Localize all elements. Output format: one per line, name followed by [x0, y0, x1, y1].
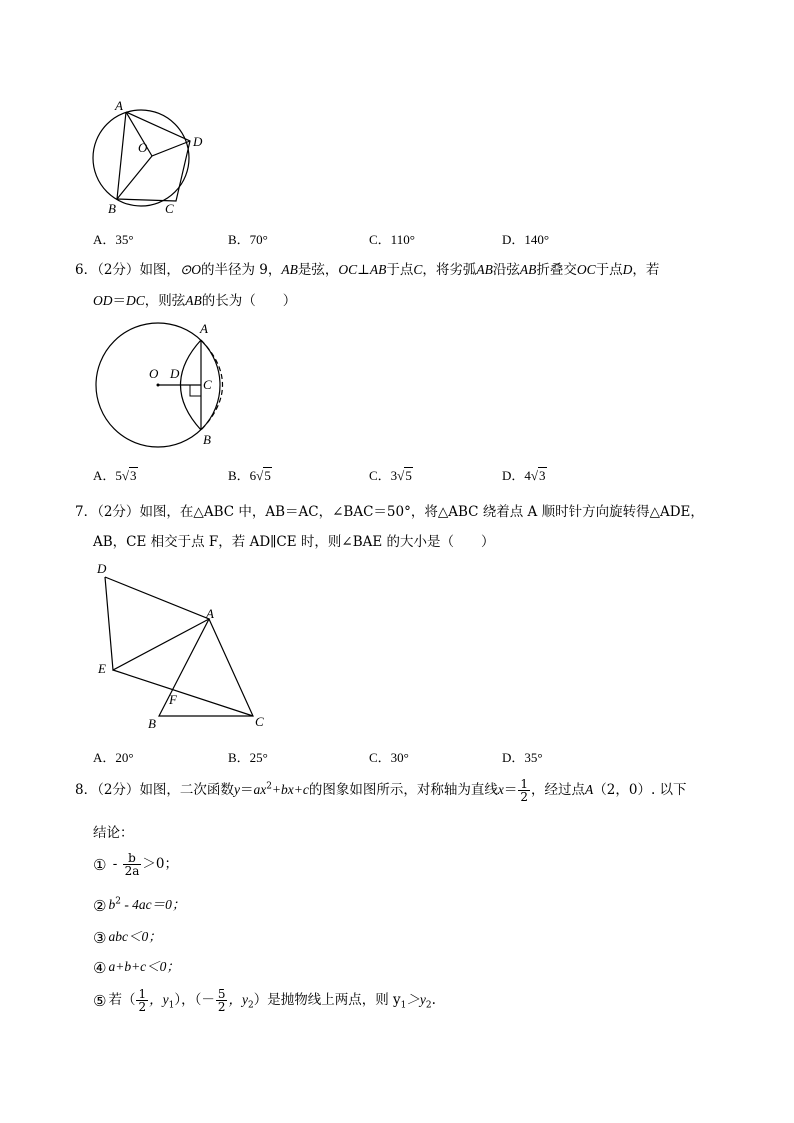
figure-q5-circle	[85, 95, 215, 220]
conclusion-3: ③ abc＜0；	[93, 928, 162, 947]
fig6-label-o: O	[149, 366, 159, 381]
q7-option-d: D．35°	[502, 750, 543, 765]
fig6-label-c: C	[203, 377, 212, 392]
q7-option-c: C．30°	[369, 750, 409, 765]
fig7-label-a: A	[206, 606, 214, 621]
conclusion-1: ① - $\frac{b}{2a}$ ＞0；	[93, 851, 178, 878]
fig7-label-e: E	[98, 661, 106, 676]
q6-option-a: A．5√3	[93, 468, 137, 483]
fig5-label-a: A	[115, 98, 123, 113]
fig7-label-d: D	[97, 561, 107, 576]
q6-option-b: B．6√5	[228, 468, 271, 483]
fig6-label-b: B	[203, 432, 211, 447]
conclusion-4: ④ a+b+c＜0；	[93, 958, 180, 977]
conclusion-5: ⑤ 若（ $\frac{1}{2}$ ，$y_1$），（－ $\frac{5}{2}$ ，$y_2$）是抛物线上两点，则 $y_1>y_2$.	[93, 987, 436, 1014]
fig6-label-d: D	[170, 366, 180, 381]
figure-q7-rotated-triangles	[95, 565, 270, 730]
fig5-label-d: D	[193, 134, 203, 149]
q7-option-a: A．20°	[93, 750, 134, 765]
q7-line-2: AB，CE 相交于点 F，若 AD∥CE 时，则∠BAE 的大小是（ ）	[93, 534, 495, 550]
fig5-label-c: C	[165, 201, 174, 216]
fig6-label-a: A	[200, 321, 208, 336]
q6-option-d: D．4√3	[502, 468, 546, 483]
q8-axis-fraction: $\frac{1}{2}$	[520, 777, 529, 804]
q6-line-2: OD＝DC，则弦AB的长为（ ）	[93, 293, 297, 309]
conclusion-2: ② $b^2 - 4ac=0$；	[93, 896, 186, 915]
q5-option-a: A．35°	[93, 232, 134, 247]
fig7-label-c: C	[255, 714, 264, 729]
fig5-label-o: O	[138, 140, 148, 155]
q6-line-1: 6．（2分）如图，⊙O的半径为 9，AB是弦，OC⊥AB于点C，将劣弧AB沿弦AB折叠交OC于点D，若	[75, 262, 660, 278]
fig7-label-f: F	[169, 692, 177, 707]
q7-option-b: B．25°	[228, 750, 268, 765]
q5-option-d: D．140°	[502, 232, 550, 247]
q8-line-1: 8．（2分）如图，二次函数$y=ax^2+bx+c$的图象如图所示，对称轴为直线x＝ $\frac{1}{2}$ ，经过点A（2，0）. 以下	[75, 777, 687, 804]
q5-option-c: C．110°	[369, 232, 415, 247]
fig7-label-b: B	[148, 716, 156, 731]
fig5-label-b: B	[108, 201, 116, 216]
q6-option-c: C．3√5	[369, 468, 412, 483]
q5-option-b: B．70°	[228, 232, 268, 247]
q7-line-1: 7．（2分）如图，在△ABC 中，AB＝AC，∠BAC＝50°，将△ABC 绕着点 A 顺时针方向旋转得△ADE，	[75, 504, 704, 520]
q8-line-2: 结论：	[93, 825, 134, 841]
